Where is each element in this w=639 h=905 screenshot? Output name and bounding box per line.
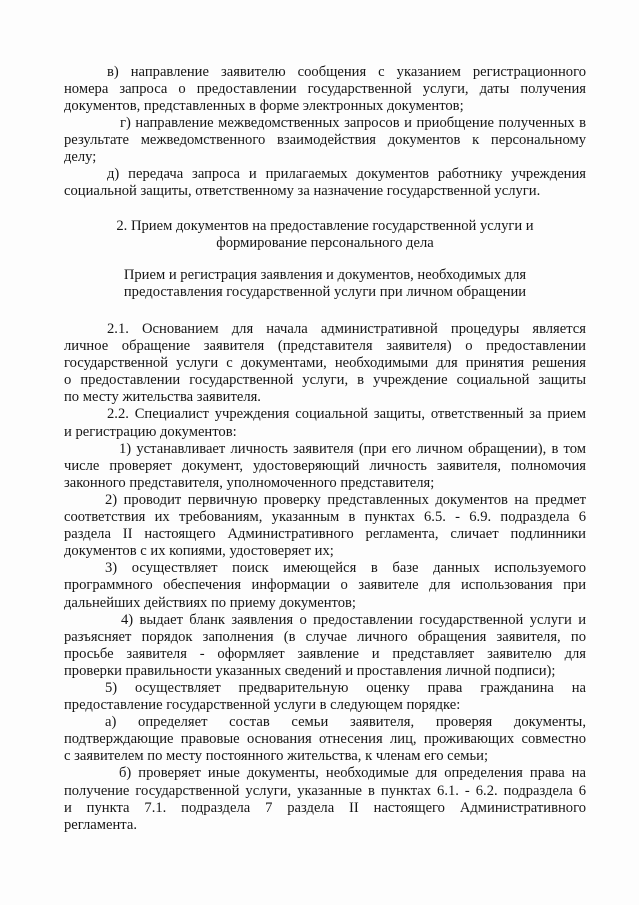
paragraph-item-2	[64, 492, 586, 560]
paragraph-item-b	[64, 765, 586, 833]
body-text	[64, 321, 586, 834]
paragraph-2-1	[64, 321, 586, 406]
subsection-heading	[64, 267, 586, 301]
text-line: в) направление заявителю сообщения с указанием регистрационного	[107, 64, 586, 80]
heading-line: предоставления государственной услуги при личном обращении	[123, 284, 527, 300]
text-line: 2.1. Основанием для начала административной процедуры является	[107, 321, 586, 337]
paragraph-item-g	[64, 115, 586, 166]
paragraph-item-1	[64, 441, 586, 492]
text-line: делу;	[64, 149, 97, 165]
text-line: социальной защиты, ответственному за назначение государственной услуги.	[64, 183, 541, 199]
text-line: 2) проводит первичную проверку представленных документов на предмет	[105, 491, 586, 508]
text-line: результате межведомственного взаимодействия документов к персональному	[64, 132, 586, 148]
text-line: разъясняет порядок заполнения (в случае личного обращения заявителя, по	[64, 628, 586, 645]
paragraph-item-d	[64, 166, 586, 200]
text-line: с заявителем по месту постоянного жительства, к членам его семьи;	[64, 748, 489, 765]
paragraph-item-a	[64, 714, 586, 765]
text-line: номера запроса о предоставлении государственной услуги, даты получения	[64, 81, 586, 97]
text-line: а) определяет состав семьи заявителя, проверяя документы,	[105, 714, 586, 731]
paragraph-item-3	[64, 560, 586, 611]
text-line: о предоставлении государственной услуги, в учреждение социальной защиты	[64, 372, 586, 389]
text-line: предоставление государственной услуги в следующем порядке:	[64, 697, 461, 714]
text-line: 1) устанавливает личность заявителя (при его личном обращении), в том	[119, 440, 586, 457]
text-line: просьбе заявителя - оформляет заявление и представляет заявителю для	[64, 645, 586, 662]
text-line: документов, представленных в форме электронных документов;	[64, 98, 464, 114]
text-line: программного обеспечения информации о заявителе для использования при	[64, 577, 586, 594]
text-line: д) передача запроса и прилагаемых документов работнику учреждения	[107, 166, 586, 182]
text-line: соответствия их требованиям, указанным в пунктах 6.5. - 6.9. подраздела 6	[64, 509, 586, 526]
text-line: и регистрацию документов:	[64, 423, 237, 440]
text-line: по месту жительства заявителя.	[64, 389, 261, 406]
section-heading	[64, 218, 586, 252]
list-items-top	[64, 64, 586, 200]
heading-line: 2. Прием документов на предоставление государственной услуги и	[116, 218, 534, 234]
text-line: б) проверяет иные документы, необходимые для определения права на	[119, 765, 586, 782]
heading-line: Прием и регистрация заявления и документов, необходимых для	[123, 267, 527, 283]
paragraph-2-2	[64, 406, 586, 440]
text-line: получение государственной услуги, указанные в пунктах 6.1. - 6.2. подраздела 6	[64, 782, 586, 799]
text-line: 2.2. Специалист учреждения социальной защиты, ответственный за прием	[107, 406, 586, 423]
text-line: регламента.	[64, 816, 137, 833]
paragraph-item-v	[64, 64, 586, 115]
text-line: личное обращение заявителя (представителя заявителя) о предоставлении	[64, 338, 586, 355]
text-line: г) направление межведомственных запросов и приобщение полученных в	[120, 115, 586, 131]
paragraph-item-5	[64, 680, 586, 714]
text-line: раздела II настоящего Административного регламента, сличает подлинники	[64, 526, 586, 543]
text-line: 3) осуществляет поиск имеющейся в базе данных используемого	[105, 560, 586, 577]
text-line: 5) осуществляет предварительную оценку права гражданина на	[105, 679, 586, 696]
text-line: законного представителя, уполномоченного представителя;	[64, 474, 435, 491]
paragraph-item-4	[64, 612, 586, 680]
text-line: и пункта 7.1. подраздела 7 раздела II настоящего Административного	[64, 799, 586, 816]
text-line: документов с их копиями, удостоверяет их;	[64, 543, 334, 560]
text-line: проверки правильности указанных сведений и проставления личной подписи);	[64, 662, 556, 679]
text-line: дальнейших действиях по приему документов;	[64, 594, 356, 611]
text-line: числе проверяет документ, удостоверяющий личность заявителя, полномочия	[64, 457, 586, 474]
heading-line: формирование персонального дела	[216, 235, 434, 251]
text-line: государственной услуги с документами, необходимыми для принятия решения	[64, 355, 586, 372]
text-line: подтверждающие правовые основания отнесения лиц, проживающих совместно	[64, 731, 586, 748]
text-line: 4) выдает бланк заявления о предоставлении государственной услуги и	[121, 611, 586, 628]
